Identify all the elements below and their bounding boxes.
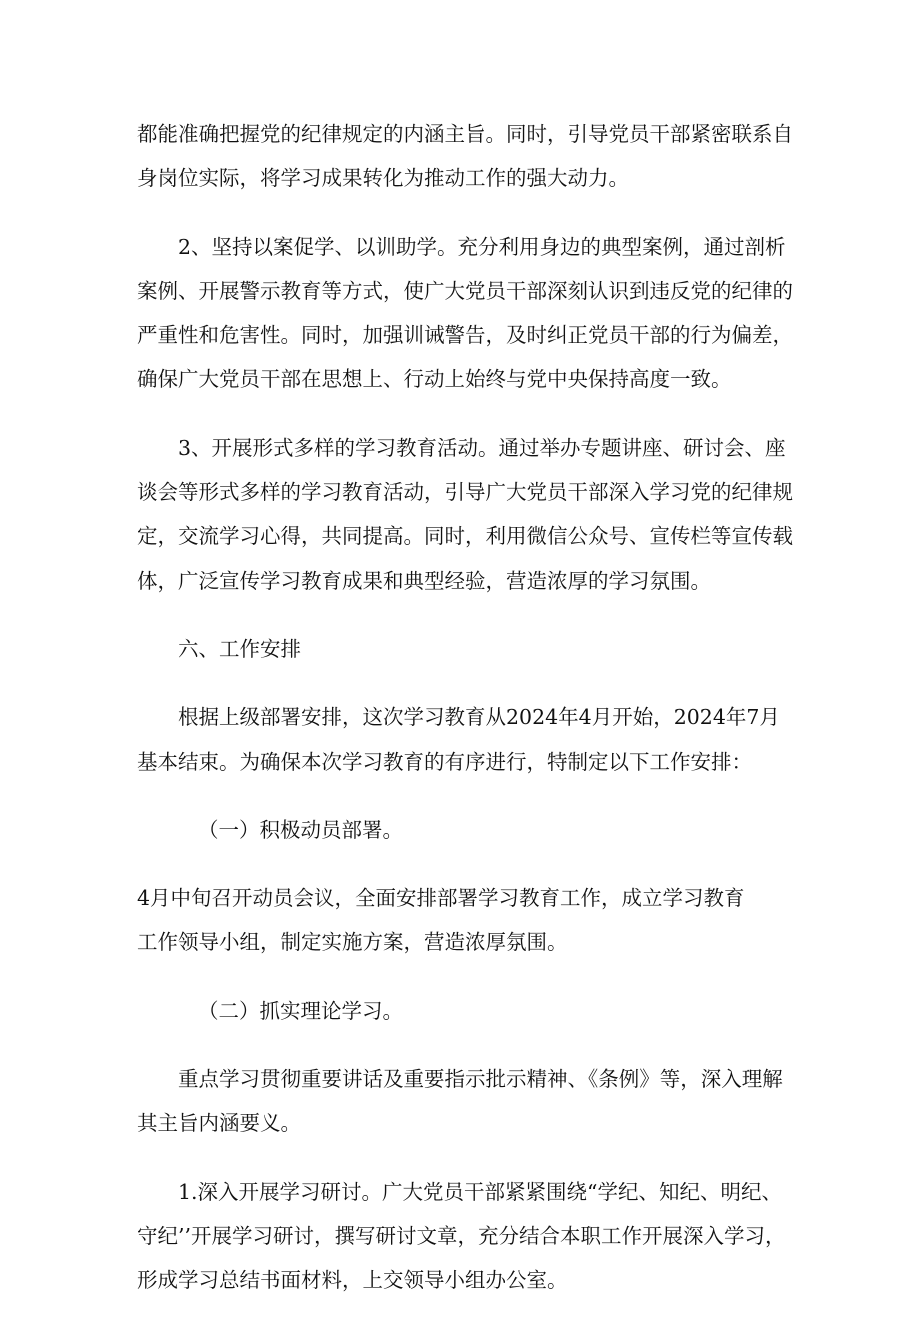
subheading-mobilization bbox=[137, 808, 787, 852]
text-line: 严重性和危害性。同时，加强训诫警告，及时纠正党员干部的行为偏差， bbox=[137, 323, 793, 348]
paragraph-mobilization bbox=[137, 876, 787, 965]
text-line: 案例、开展警示教育等方式，使广大党员干部深刻认识到违反党的纪律的 bbox=[137, 278, 793, 303]
text-line: 都能准确把握党的纪律规定的内涵主旨。同时，引导党员干部紧密联系自 bbox=[137, 122, 793, 146]
text-line: 体，广泛宣传学习教育成果和典型经验，营造浓厚的学习氛围。 bbox=[137, 568, 711, 593]
text-line: 3、开展形式多样的学习教育活动。通过举办专题讲座、研讨会、座 bbox=[178, 435, 786, 460]
text-line: 1.深入开展学习研讨。广大党员干部紧紧围绕“学纪、知纪、明纪、 bbox=[178, 1179, 783, 1204]
text-line: 形成学习总结书面材料，上交领导小组办公室。 bbox=[137, 1268, 568, 1293]
paragraph-item-3 bbox=[137, 426, 793, 603]
text-line: 其主旨内涵要义。 bbox=[137, 1111, 301, 1136]
text-line: 基本结束。为确保本次学习教育的有序进行，特制定以下工作安排： bbox=[137, 749, 752, 774]
document-page bbox=[137, 112, 793, 1327]
paragraph-schedule bbox=[137, 695, 787, 784]
text-line: 定，交流学习心得，共同提高。同时，利用微信公众号、宣传栏等宣传载 bbox=[137, 524, 793, 549]
subheading-theory-study bbox=[137, 989, 787, 1033]
section-heading-work-arrangement bbox=[137, 627, 787, 671]
subheading: （二）抓实理论学习。 bbox=[198, 998, 403, 1023]
text-line: 谈会等形式多样的学习教育活动，引导广大党员干部深入学习党的纪律规 bbox=[137, 480, 793, 505]
paragraph-theory-study bbox=[137, 1057, 787, 1146]
text-line: 确保广大党员干部在思想上、行动上始终与党中央保持高度一致。 bbox=[137, 367, 732, 392]
text-line: 重点学习贯彻重要讲话及重要指示批示精神、《条例》等，深入理解 bbox=[178, 1067, 783, 1092]
paragraph-item-2 bbox=[137, 225, 793, 402]
subheading: （一）积极动员部署。 bbox=[198, 817, 403, 842]
text-line: 根据上级部署安排，这次学习教育从2024年4月开始，2024年7月 bbox=[178, 705, 780, 730]
section-heading: 六、工作安排 bbox=[178, 636, 301, 661]
text-line: 守纪’’开展学习研讨，撰写研讨文章，充分结合本职工作开展深入学习， bbox=[137, 1223, 786, 1248]
text-line: 2、坚持以案促学、以训助学。充分利用身边的典型案例，通过剖析 bbox=[178, 234, 786, 259]
paragraph-study-discussion bbox=[137, 1170, 787, 1303]
paragraph-continuation bbox=[137, 112, 793, 201]
text-line: 4月中旬召开动员会议，全面安排部署学习教育工作，成立学习教育 bbox=[137, 886, 745, 911]
text-line: 身岗位实际，将学习成果转化为推动工作的强大动力。 bbox=[137, 166, 629, 191]
text-line: 工作领导小组，制定实施方案，营造浓厚氛围。 bbox=[137, 930, 568, 955]
